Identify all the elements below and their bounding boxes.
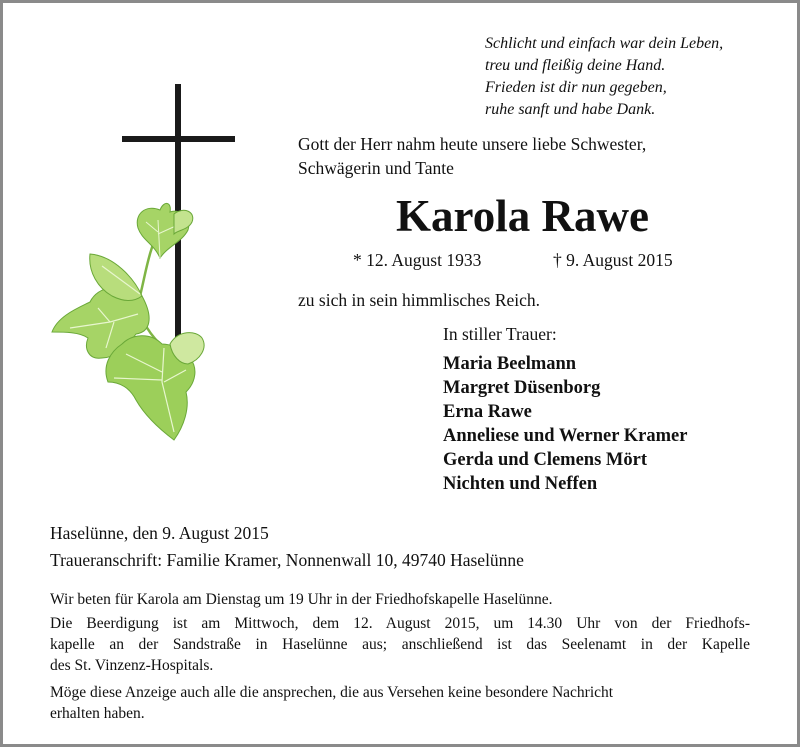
death-date: † 9. August 2015 bbox=[553, 250, 673, 270]
reich-line: zu sich in sein himmlisches Reich. bbox=[298, 290, 541, 310]
funeral-notice bbox=[50, 613, 750, 676]
intro-line: Schwägerin und Tante bbox=[298, 158, 454, 178]
mourner-name: Nichten und Neffen bbox=[443, 474, 598, 494]
prayer-notice bbox=[50, 589, 750, 610]
mourning-label: In stiller Trauer: bbox=[443, 324, 557, 344]
cross-with-ivy-icon bbox=[50, 82, 250, 452]
notice-line: Wir beten für Karola am Dienstag um 19 Uhr in der Friedhofskapelle Haselünne. bbox=[50, 591, 553, 608]
deceased-name: Karola Rawe bbox=[396, 191, 649, 241]
cross-horizontal-beam bbox=[122, 136, 235, 142]
place-date: Haselünne, den 9. August 2015 bbox=[50, 523, 269, 543]
poem-line: ruhe sanft und habe Dank. bbox=[485, 101, 656, 118]
poem-line: Frieden ist dir nun gegeben, bbox=[485, 79, 667, 96]
closing-notice bbox=[50, 682, 750, 724]
mourning-address: Traueranschrift: Familie Kramer, Nonnenwall 10, 49740 Haselünne bbox=[50, 550, 524, 570]
memorial-poem bbox=[485, 33, 723, 121]
intro-line: Gott der Herr nahm heute unsere liebe Schwester, bbox=[298, 134, 647, 154]
notice-line: erhalten haben. bbox=[50, 705, 145, 722]
notice-line: kapelle an der Sandstraße in Haselünne aus; anschließend ist das Seelenamt in der Kapelle bbox=[50, 636, 750, 653]
poem-line: treu und fleißig deine Hand. bbox=[485, 57, 666, 74]
notice-line: Möge diese Anzeige auch alle die ansprechen, die aus Versehen keine besondere Nachricht bbox=[50, 684, 614, 701]
mourner-name: Erna Rawe bbox=[443, 402, 532, 422]
mourner-name: Margret Düsenborg bbox=[443, 378, 601, 398]
mourners-list bbox=[443, 352, 687, 496]
poem-line: Schlicht und einfach war dein Leben, bbox=[485, 35, 724, 52]
mourner-name: Gerda und Clemens Mört bbox=[443, 450, 647, 470]
mourner-name: Maria Beelmann bbox=[443, 354, 577, 374]
notice-line: Die Beerdigung ist am Mittwoch, dem 12. August 2015, um 14.30 Uhr von der Friedhofs- bbox=[50, 615, 750, 632]
birth-date: * 12. August 1933 bbox=[353, 250, 482, 270]
notice-line: des St. Vinzenz-Hospitals. bbox=[50, 657, 214, 674]
mourner-name: Anneliese und Werner Kramer bbox=[443, 426, 688, 446]
intro-text bbox=[298, 132, 646, 180]
